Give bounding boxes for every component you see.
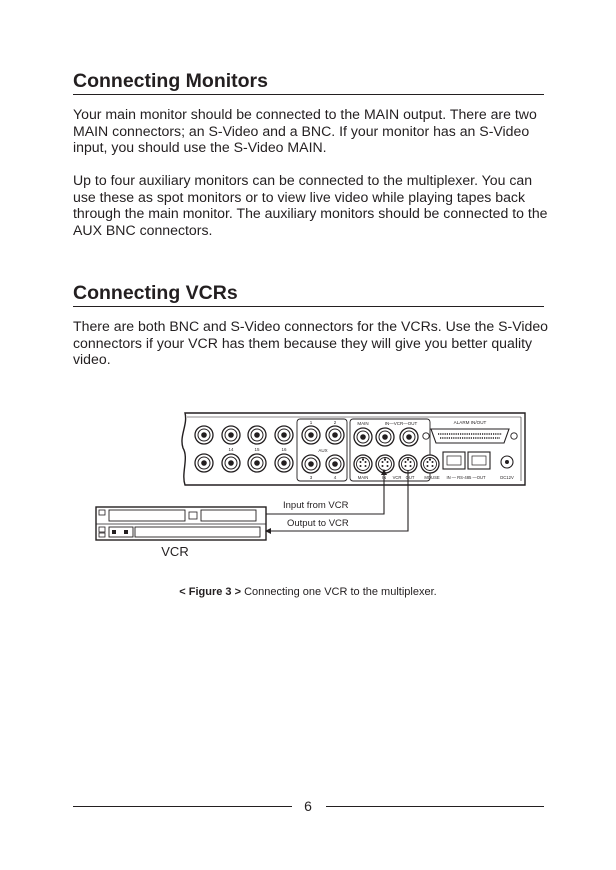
label-mouse: MOUSE	[424, 475, 440, 480]
figure-number: < Figure 3 >	[179, 586, 242, 598]
label-14: 14	[228, 447, 234, 452]
label-4: 4	[333, 475, 337, 480]
vcr-connection-diagram	[95, 408, 535, 558]
figure-caption	[0, 586, 616, 598]
vcr-label: VCR	[161, 544, 189, 558]
paragraph-main-monitor: Your main monitor should be connected to the MAIN output. There are two MAIN connectors; an S-Video and a BNC. If your monitor has an S-Video input, you should use the S-Video MAIN.	[73, 106, 537, 155]
input-from-vcr-label: Input from VCR	[283, 500, 349, 511]
vcr-device	[96, 507, 266, 540]
paragraph-vcr-connectors: There are both BNC and S-Video connectors for the VCRs. Use the S-Video connectors if your VCR has them because they will give you better quality video.	[73, 318, 549, 367]
label-15: 15	[254, 447, 260, 452]
figure-caption-text: Connecting one VCR to the multiplexer.	[241, 586, 437, 598]
label-aux: AUX	[318, 448, 328, 453]
paragraph-auxiliary-monitors: Up to four auxiliary monitors can be connected to the multiplexer. You can use these as spot monitors or to view live video while playing tapes back through the main monitor. The auxiliary monitors should be connected to the AUX BNC connectors.	[73, 172, 548, 238]
bnc-main-vcr-connectors	[354, 428, 418, 446]
label-alarm: ALARM IN/OUT	[453, 420, 487, 425]
multiplexer-rear-panel	[182, 413, 525, 485]
label-vcr-bottom: VCR	[392, 475, 402, 480]
label-main-top: MAIN	[357, 421, 369, 426]
heading-connecting-monitors: Connecting Monitors	[73, 70, 544, 95]
page-number: 6	[304, 798, 312, 814]
label-main-bottom: MAIN	[357, 475, 369, 480]
label-out-bottom: OUT	[405, 475, 415, 480]
label-3: 3	[309, 475, 313, 480]
alarm-connector	[423, 429, 517, 443]
label-1: 1	[309, 420, 313, 425]
heading-connecting-vcrs: Connecting VCRs	[73, 282, 544, 307]
label-16: 16	[281, 447, 287, 452]
output-to-vcr-label: Output to VCR	[287, 518, 349, 529]
label-rs485: IN — RS-485 —OUT	[446, 475, 486, 480]
dc12v-jack	[501, 456, 513, 468]
label-in-bottom: IN	[381, 475, 387, 480]
label-vcr-in-out-top: IN—VCR—OUT	[384, 421, 418, 426]
label-dc12v: DC12V	[500, 475, 514, 480]
label-2: 2	[333, 420, 337, 425]
